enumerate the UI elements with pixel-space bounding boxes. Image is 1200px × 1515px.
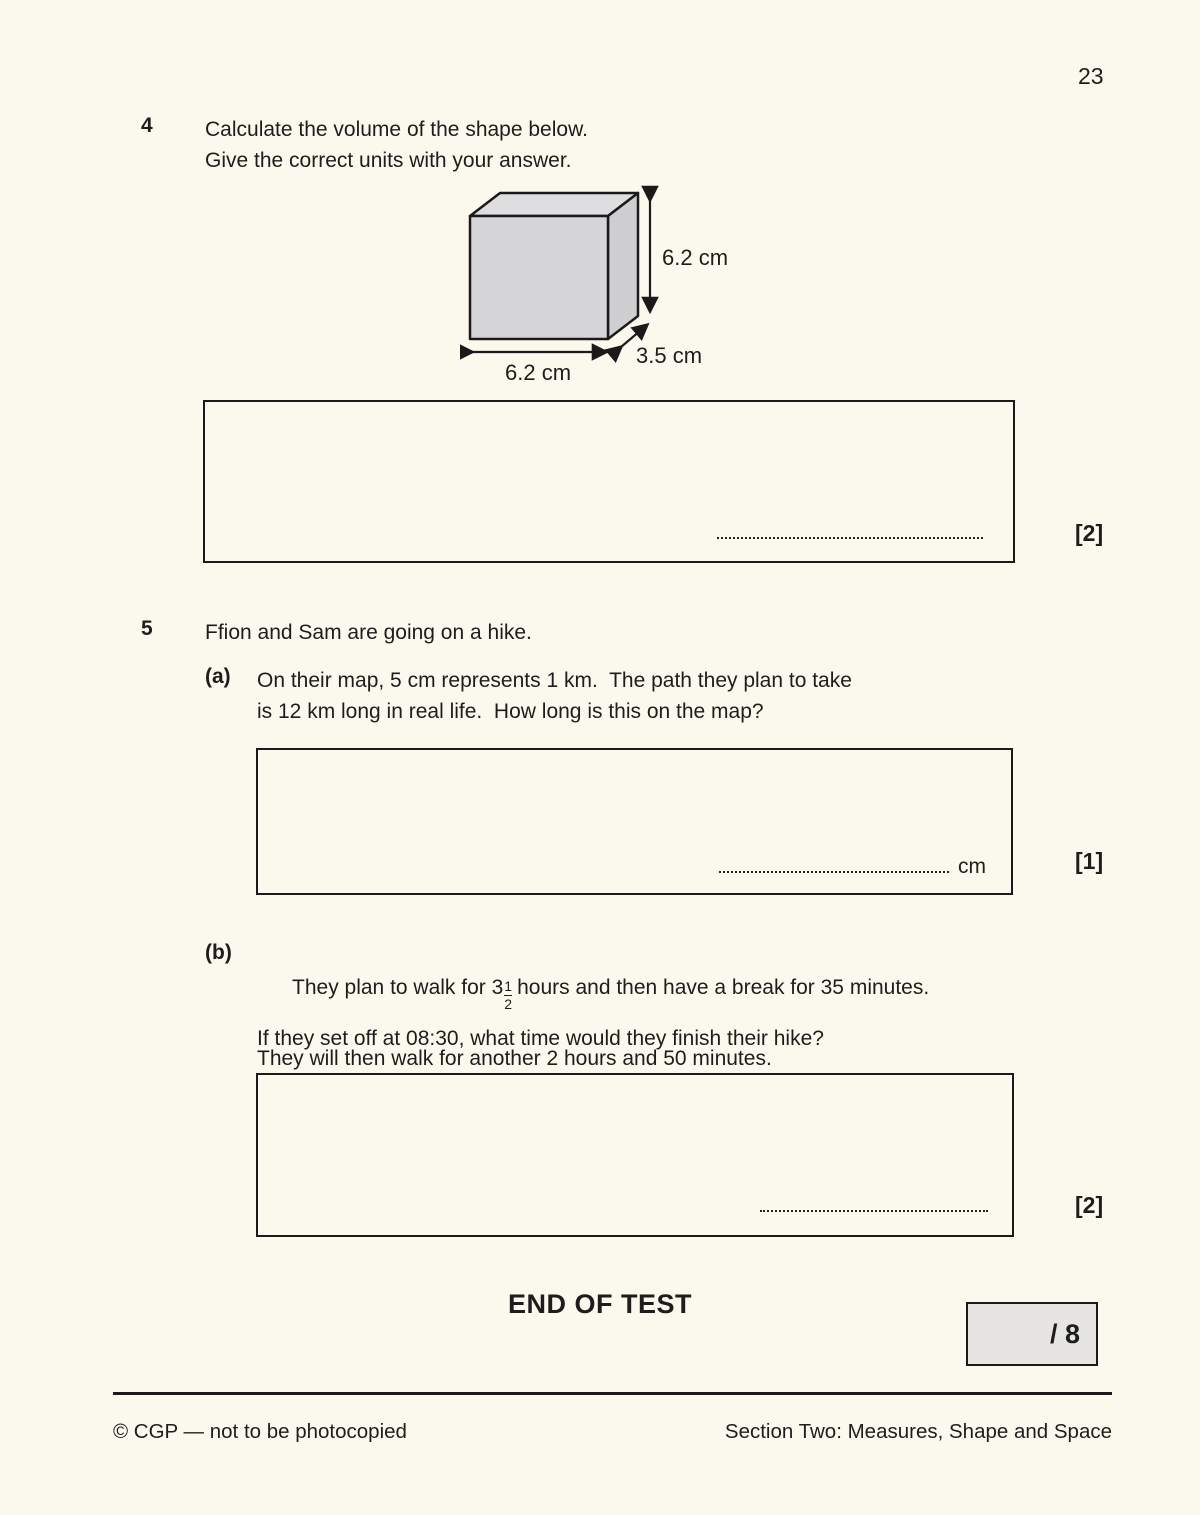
height-dimension-label: 6.2 cm xyxy=(662,245,729,270)
cuboid-diagram xyxy=(460,185,760,390)
question-5b-line-1-post: hours and then have a break for 35 minutes. xyxy=(517,976,930,999)
width-dimension-label: 6.2 cm xyxy=(505,360,572,385)
end-of-test-heading: END OF TEST xyxy=(507,1289,692,1319)
question-5a-text xyxy=(257,665,852,727)
question-4-answer-box xyxy=(203,400,1015,563)
question-5a-line-1: On their map, 5 cm represents 1 km. The path they plan to take xyxy=(257,669,852,692)
fraction-numerator: 1 xyxy=(504,978,513,995)
question-5b-marks: [2] xyxy=(1075,1192,1104,1218)
answer-dotted-line xyxy=(717,535,983,539)
question-5a-line-2: is 12 km long in real life. How long is this on the map? xyxy=(257,700,764,723)
cuboid-side-face xyxy=(608,193,638,339)
question-4-line-2: Give the correct units with your answer. xyxy=(205,149,572,172)
depth-dimension-label: 3.5 cm xyxy=(636,343,703,368)
question-5b-line-2: They will then walk for another 2 hours and 50 minutes. xyxy=(257,1046,772,1070)
question-5-intro: Ffion and Sam are going on a hike. xyxy=(205,621,532,644)
question-5b-answer-box xyxy=(256,1073,1014,1237)
question-5b-line-1-pre: They plan to walk for 3 xyxy=(292,976,504,999)
cuboid-front-face xyxy=(470,216,608,339)
question-4-number: 4 xyxy=(141,114,153,137)
question-5b-label: (b) xyxy=(205,941,232,964)
question-5b-line-3: If they set off at 08:30, what time would they finish their hike? xyxy=(257,1027,824,1050)
fraction-denominator: 2 xyxy=(504,996,513,1012)
footer-section-title: Section Two: Measures, Shape and Space xyxy=(724,1420,1112,1443)
score-box-label: / 8 xyxy=(1049,1318,1080,1349)
answer-dotted-line xyxy=(760,1208,988,1212)
footer-divider xyxy=(113,1392,1112,1395)
question-4-marks: [2] xyxy=(1075,520,1104,546)
answer-unit-label: cm xyxy=(958,855,986,878)
page-number: 23 xyxy=(1078,63,1104,89)
question-5-number: 5 xyxy=(141,617,153,640)
score-box xyxy=(966,1302,1098,1366)
question-4-text xyxy=(205,114,588,176)
answer-dotted-line xyxy=(719,869,949,873)
footer-copyright: © CGP — not to be photocopied xyxy=(113,1420,407,1443)
fraction-one-half xyxy=(504,979,512,1011)
question-5a-label: (a) xyxy=(205,665,231,688)
question-5a-marks: [1] xyxy=(1075,848,1104,874)
question-5a-answer-box xyxy=(256,748,1013,895)
question-4-line-1: Calculate the volume of the shape below. xyxy=(205,118,588,141)
